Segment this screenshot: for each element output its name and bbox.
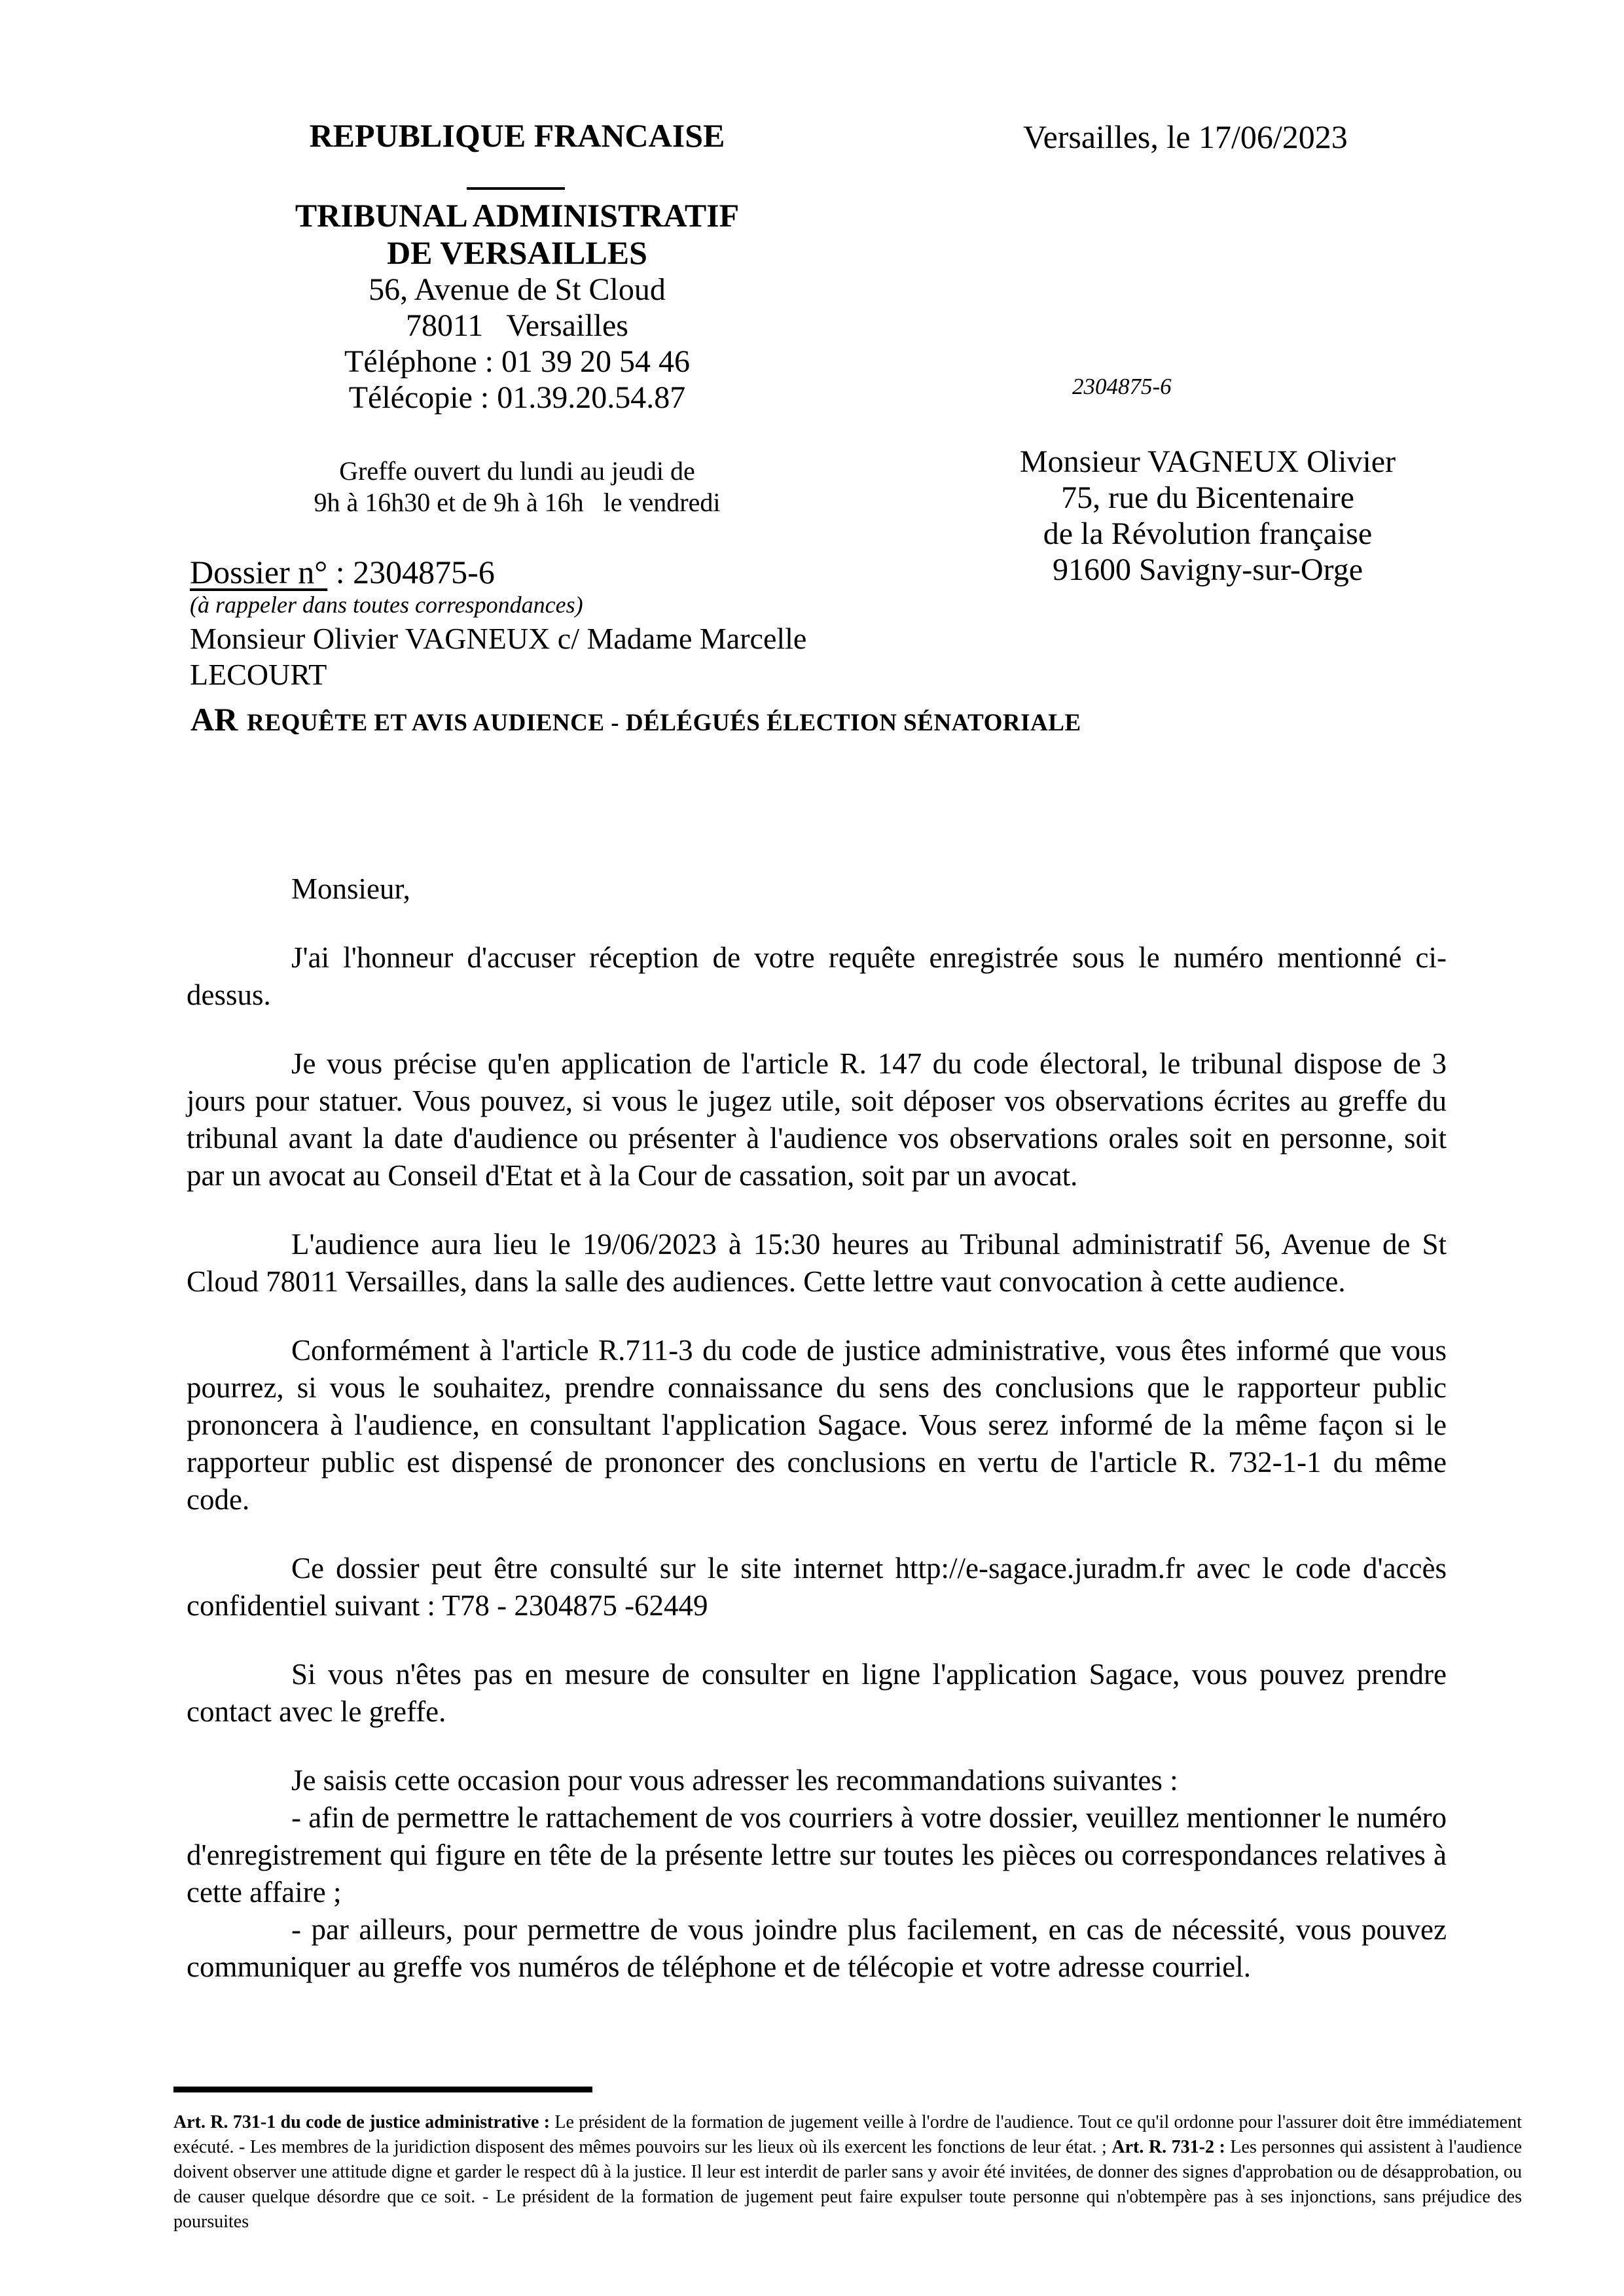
court-street: 56, Avenue de St Cloud: [369, 272, 666, 307]
recipient-street2: de la Révolution française: [1043, 516, 1373, 551]
footnote-art1-text: Le président de la formation de jugement veille à l'ordre de l'audience. Tout ce qu'il ordonne pour l'assurer doit être immédiatement exécuté. - Les membres de la juridiction disposent des mêmes pouvoirs sur les lieux où ils exercent les fonctions de leur état. ;: [173, 2112, 1522, 2157]
court-phone: Téléphone : 01 39 20 54 46: [344, 344, 690, 379]
court-hours-line1: Greffe ouvert du lundi au jeudi de: [339, 456, 695, 486]
footnote-separator: [173, 2087, 592, 2092]
court-name-line1: TRIBUNAL ADMINISTRATIF: [295, 197, 740, 234]
court-city: 78011 Versailles: [406, 308, 628, 343]
dossier-label: Dossier n°: [190, 554, 328, 590]
paragraph-rapporteur: Conformément à l'article R.711-3 du code de justice administrative, vous êtes informé que vous pourrez, si vous le souhaitez, prendre connaissance du sens des conclusions que le rapporteur public prononcera à l'audience, en consultant l'application Sagace. Vous serez informé de la même façon si le rapporteur public est dispensé de prononcer des conclusions en vertu de l'article R. 732-1-1 du même code.: [187, 1334, 1447, 1516]
paragraph-greffe-contact: Si vous n'êtes pas en mesure de consulter en ligne l'application Sagace, vous pouvez prendre contact avec le greffe.: [187, 1658, 1447, 1728]
subject-line: [190, 700, 1081, 738]
dossier-note: (à rappeler dans toutes correspondances): [190, 592, 583, 618]
dateline: Versailles, le 17/06/2023: [1023, 118, 1348, 155]
letter-body: [187, 870, 1447, 1986]
recipient-street: 75, rue du Bicentenaire: [1061, 480, 1354, 515]
case-reference: 2304875-6: [1072, 374, 1172, 399]
case-parties-line1: Monsieur Olivier VAGNEUX c/ Madame Marcelle: [190, 622, 807, 655]
dossier-number: 2304875-6: [353, 554, 495, 590]
case-parties-line2: LECOURT: [190, 658, 327, 691]
court-hours-line2: 9h à 16h30 et de 9h à 16h le vendredi: [314, 488, 721, 517]
case-parties: [190, 620, 884, 692]
header-divider-rule: [467, 187, 565, 190]
dossier-separator: :: [327, 554, 353, 590]
recommendation-item-1: - afin de permettre le rattachement de vos courriers à votre dossier, veuillez mentionner le numéro d'enregistrement qui figure en tête de la présente lettre sur toutes les pièces ou correspondances relatives à cette affaire ;: [187, 1801, 1447, 1909]
recipient-name: Monsieur VAGNEUX Olivier: [1019, 444, 1396, 479]
recommendation-item-2: - par ailleurs, pour permettre de vous joindre plus facilement, en cas de nécessité, vous pouvez communiquer au greffe vos numéros de téléphone et de télécopie et votre adresse courriel.: [187, 1913, 1447, 1983]
footnote-art2-text: Les personnes qui assistent à l'audience doivent observer une attitude digne et garder le respect dû à la justice. Il leur est interdit de parler sans y avoir été invitées, de donner des signes d'approbation ou de désapprobation, ou de causer quelque désordre que ce soit. - Le président de la formation de jugement peut faire expulser toute personne qui n'obtempère pas à ses injonctions, sans préjudice des poursuites: [173, 2137, 1523, 2232]
republic-title: REPUBLIQUE FRANCAISE: [309, 117, 725, 154]
footnote-art2-label: Art. R. 731-2 :: [1111, 2137, 1225, 2157]
paragraph-hearing: L'audience aura lieu le 19/06/2023 à 15:30 heures au Tribunal administratif 56, Avenue de St Cloud 78011 Versailles, dans la salle des audiences. Cette lettre vaut convocation à cette audience.: [187, 1228, 1447, 1298]
dossier-number-line: [190, 553, 495, 591]
footnote-text: [173, 2110, 1522, 2234]
paragraph-sagace-access: Ce dossier peut être consulté sur le site internet http://e-sagace.juradm.fr avec le code d'accès confidentiel suivant : T78 - 2304875 -62449: [187, 1552, 1447, 1622]
paragraph-acknowledgement: J'ai l'honneur d'accuser réception de votre requête enregistrée sous le numéro mentionné ci-dessus.: [187, 941, 1447, 1011]
recipient-address-block: [995, 444, 1420, 588]
paragraph-recommendations-intro: Je saisis cette occasion pour vous adresser les recommandations suivantes :: [291, 1764, 1178, 1797]
court-name-line2: DE VERSAILLES: [387, 234, 647, 271]
subject-prefix: AR: [190, 701, 238, 738]
footnote-art1-label: Art. R. 731-1 du code de justice administrative :: [173, 2112, 550, 2132]
court-fax: Télécopie : 01.39.20.54.87: [348, 380, 686, 415]
greeting: Monsieur,: [291, 872, 410, 905]
subject-text: REQUÊTE ET AVIS AUDIENCE - DÉLÉGUÉS ÉLECTION SÉNATORIALE: [247, 709, 1081, 736]
recipient-city: 91600 Savigny-sur-Orge: [1052, 552, 1363, 587]
paragraph-procedure: Je vous précise qu'en application de l'article R. 147 du code électoral, le tribunal dispose de 3 jours pour statuer. Vous pouvez, si vous le jugez utile, soit déposer vos observations écrites au greffe du tribunal avant la date d'audience ou présenter à l'audience vos observations orales soit en personne, soit par un avocat au Conseil d'Etat et à la Cour de cassation, soit par un avocat.: [187, 1047, 1447, 1192]
